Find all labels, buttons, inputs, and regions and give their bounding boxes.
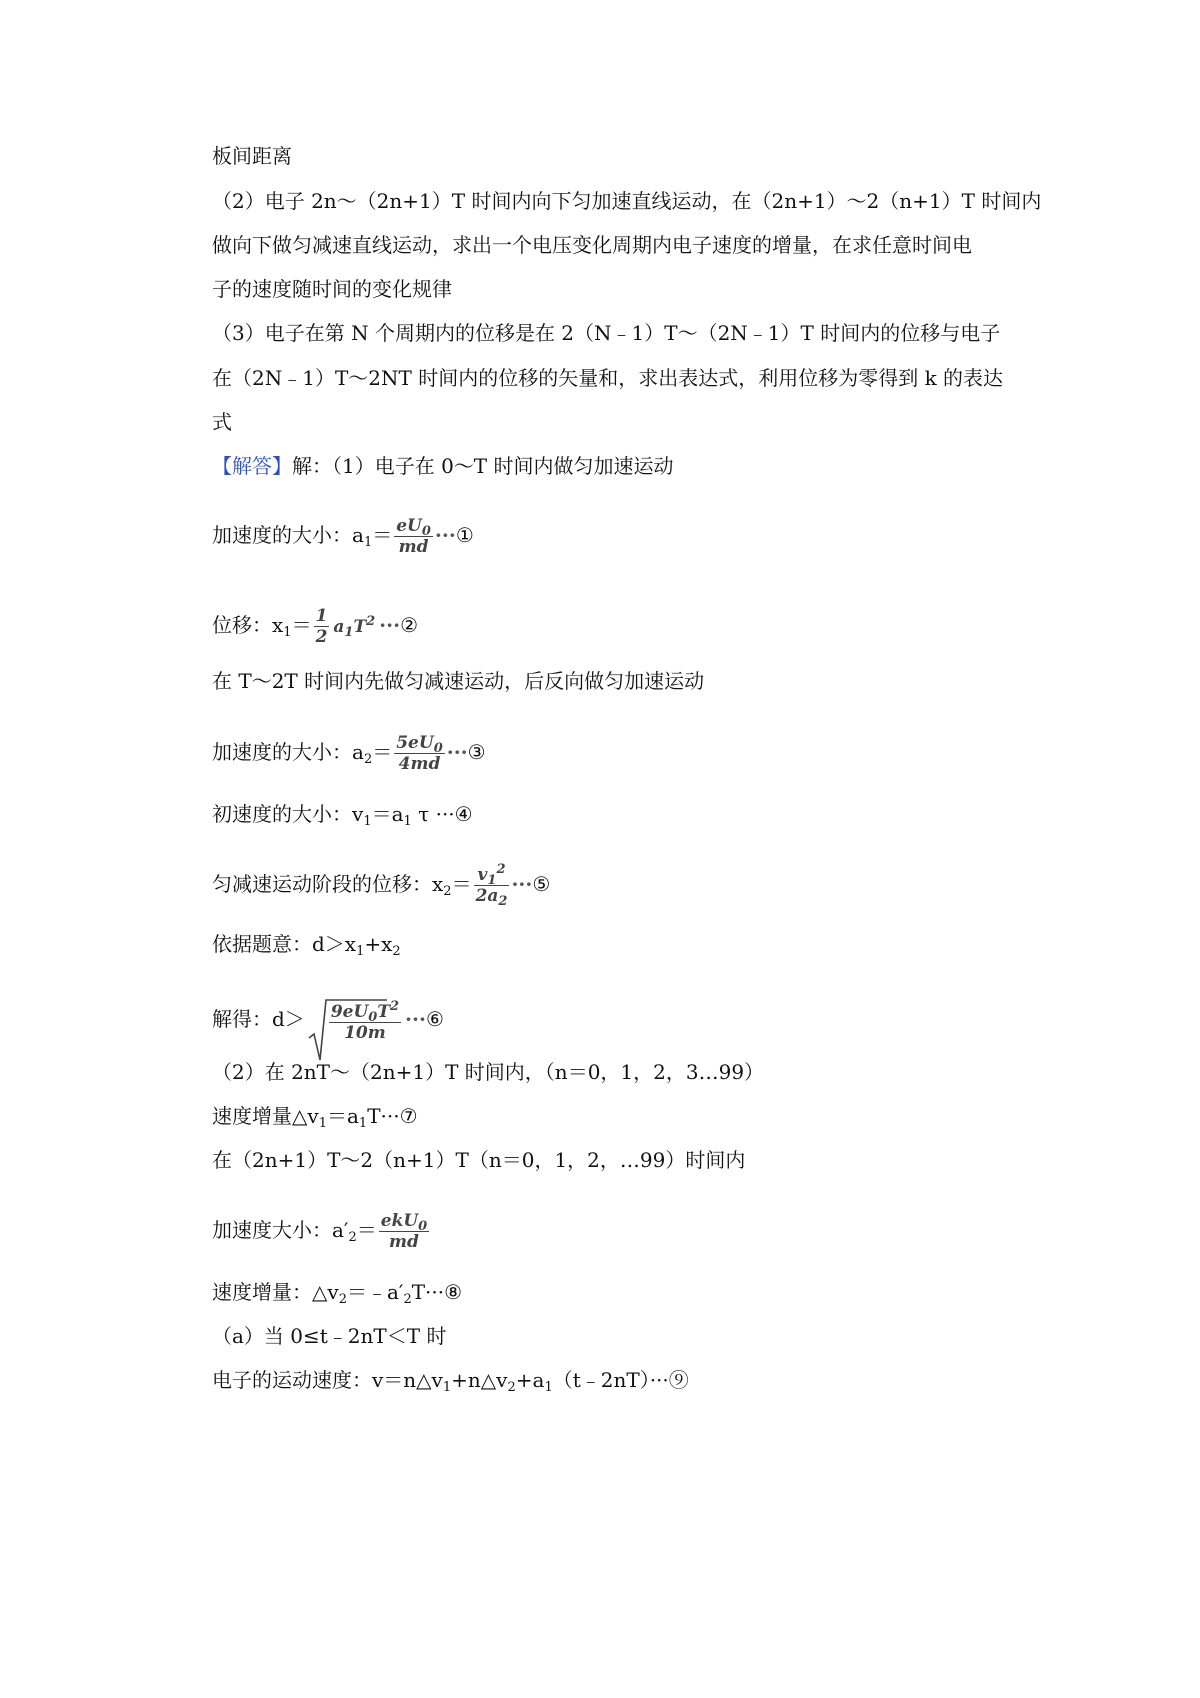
text-line-19: 在（2n+1）T～2（n+1）T（n＝0，1，2，…99）时间内 — [212, 1148, 746, 1172]
fraction-5eU0-4md: $\frac{5eU_0}{4md}$ — [396, 733, 443, 774]
formula-line-delta-v2: 速度增量：$\triangle v_2=﹣a'_2T\cdot\cdot\cdot ⑧$ — [212, 1280, 463, 1307]
formula-line-velocity-1: 初速度的大小：$v_1=a_1$ τ ···④ — [212, 802, 473, 829]
fraction-ekU0-md: ekU$_0$ md — [380, 1211, 428, 1252]
fraction-eU0-md: $\frac{eU_0}{md}$ — [396, 516, 431, 557]
text-line-22: （a）当 0≤t﹣2nT＜T 时 — [212, 1324, 447, 1348]
condition-line: 依据题意：$d>x_1+x_2$ — [212, 932, 401, 959]
formula-line-accel-prime: 加速度大小：$a'_2=$ ekU$_0$ md — [212, 1211, 428, 1252]
fraction-v1sq-2a2: $\frac{v_1^2}{2a_2}$ — [475, 862, 508, 909]
formula-line-accel-2: 加速度的大小：$a_2=$ $\frac{5eU_0}{4md}$ ···③ — [212, 733, 486, 774]
text-line-2: （2）电子 2n～（2n+1）T 时间内向下匀加速直线运动，在（2n+1）～2（n+1）T 时间内 — [212, 189, 1042, 213]
formula-line-displacement-2: 匀减速运动阶段的位移：$x_2=$ $\frac{v_1^2}{2a_2}$ ···⑤ — [212, 862, 551, 909]
formula-line-accel-1: 加速度的大小：$a_1=$ $\frac{eU_0}{md}$ ···① — [212, 516, 474, 557]
formula-line-delta-v1: 速度增量$\triangle v_1=a_1T\cdot\cdot\cdot ⑦$ — [212, 1104, 418, 1131]
fraction-one-half: $\frac{1}{2}$ — [315, 606, 328, 647]
formula-line-velocity-general: 电子的运动速度：$v=n\triangle v_1+n\triangle v_2+a_1(t﹣2nT)\cdot\cdot\cdot ⑨$ — [212, 1368, 689, 1395]
answer-heading: 【解答】解：（1）电子在 0～T 时间内做匀加速运动 — [212, 454, 674, 478]
text-line-11: 在 T～2T 时间内先做匀减速运动，后反向做匀加速运动 — [212, 669, 705, 693]
formula-line-displacement-1: 位移：$x_1=$ $\frac{1}{2}$ $a_1T^2$ ···② — [212, 606, 418, 647]
text-line-6: 在（2N﹣1）T～2NT 时间内的位移的矢量和，求出表达式，利用位移为零得到 k 的表达 — [212, 366, 1004, 390]
text-line-3: 做向下做匀减速直线运动，求出一个电压变化周期内电子速度的增量，在求任意时间电 — [212, 233, 972, 257]
answer-tag: 【解答】 — [212, 454, 292, 478]
text-line-1: 板间距离 — [212, 144, 292, 168]
text-line-4: 子的速度随时间的变化规律 — [212, 277, 452, 301]
text-line-7: 式 — [212, 410, 232, 434]
square-root-expression: $\frac{9eU_0T^2}{10m}$ — [307, 998, 403, 1043]
text-line-17: （2）在 2nT～（2n+1）T 时间内，（n＝0，1，2，3…99） — [212, 1060, 765, 1084]
formula-line-result-d: 解得：d＞ $\frac{9eU_0T^2}{10m}$ ···⑥ — [212, 998, 444, 1043]
text-line-5: （3）电子在第 N 个周期内的位移是在 2（N﹣1）T～（2N﹣1）T 时间内的位移与电子 — [212, 321, 1001, 345]
